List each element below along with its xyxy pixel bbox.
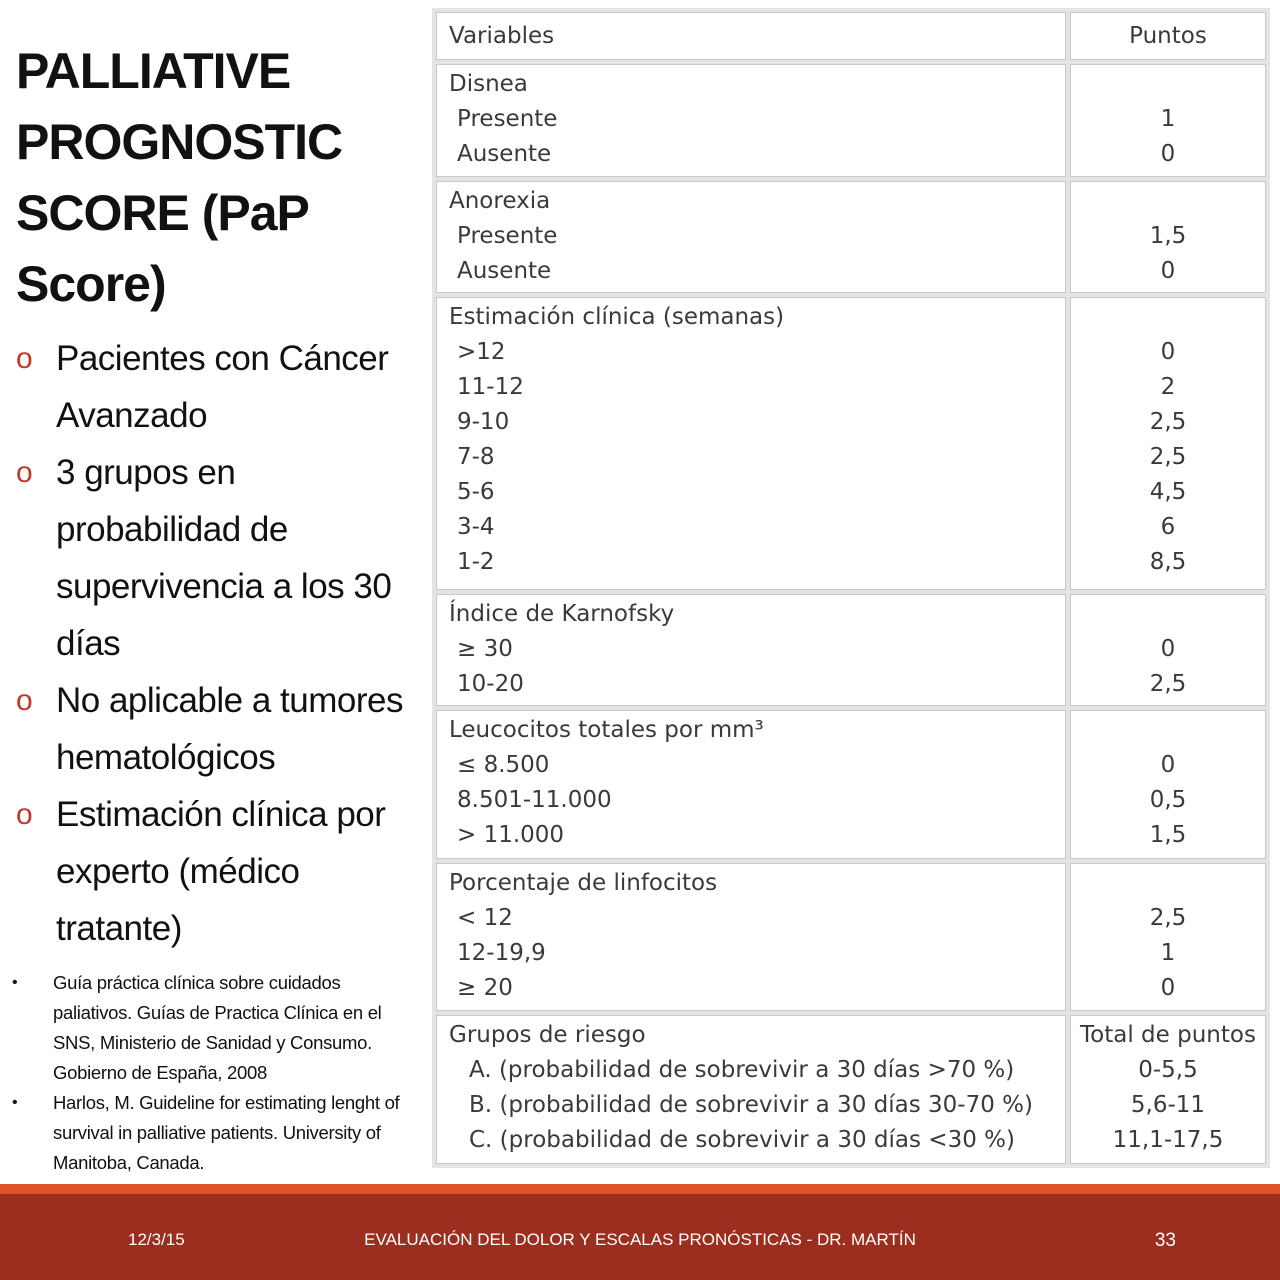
option-points: 8,5	[1149, 549, 1187, 576]
option-label: ≤ 8.500	[457, 752, 550, 779]
option-label: ≥ 20	[457, 974, 513, 1001]
option-points: 2,5	[1149, 671, 1187, 698]
option-label: 5-6	[457, 479, 495, 506]
option-points: 1	[1160, 106, 1176, 133]
bullet-marker: o	[16, 342, 33, 375]
reference-item	[12, 1088, 422, 1178]
option-points: 0	[1160, 339, 1176, 366]
option-points: 0	[1160, 752, 1176, 779]
slide-title: PALLIATIVE PROGNOSTIC SCORE (PaP Score)	[16, 43, 343, 312]
section-variables-cell	[436, 710, 1066, 858]
footer-accent-line	[0, 1184, 1280, 1194]
section-points-cell	[1070, 181, 1266, 293]
bullet-item	[16, 330, 426, 444]
section-leucocitos	[436, 710, 1266, 858]
section-variables-cell	[436, 863, 1066, 1011]
footer-date: 12/3/15	[128, 1230, 185, 1249]
reference-list	[12, 968, 422, 1178]
section-variables-cell	[436, 181, 1066, 293]
option-points: 4,5	[1149, 479, 1187, 506]
bullet-text: 3 grupos en probabilidad de supervivencia a los 30 días	[56, 453, 392, 663]
option-label: 8.501-11.000	[457, 787, 612, 814]
section-anorexia	[436, 181, 1266, 293]
section-points-cell	[1070, 594, 1266, 706]
option-label: 12-19,9	[457, 939, 546, 966]
bullet-marker: o	[16, 684, 33, 717]
bullet-list	[16, 330, 426, 957]
option-label: 7-8	[457, 444, 495, 471]
option-points: 0,5	[1149, 787, 1187, 814]
reference-item	[12, 968, 422, 1088]
section-title: Leucocitos totales por mm³	[449, 717, 764, 744]
option-label: 10-20	[457, 671, 524, 698]
group-label: C. (probabilidad de sobrevivir a 30 días <30 %)	[469, 1127, 1015, 1154]
groups-total-label: Total de puntos	[1080, 1022, 1256, 1049]
header-puntos: Puntos	[1070, 12, 1266, 60]
reference-text: Harlos, M. Guideline for estimating lenght of survival in palliative patients. University of Manitoba, Canada.	[53, 1092, 400, 1173]
option-points: 0	[1160, 257, 1176, 284]
option-points: 2	[1160, 374, 1176, 401]
header-variables: Variables	[436, 12, 1066, 60]
groups-title: Grupos de riesgo	[449, 1022, 646, 1049]
section-linfocitos	[436, 863, 1266, 1011]
bullet-text: No aplicable a tumores hematológicos	[56, 681, 403, 777]
group-label: B. (probabilidad de sobrevivir a 30 días 30-70 %)	[469, 1092, 1033, 1119]
reference-text: Guía práctica clínica sobre cuidados paliativos. Guías de Practica Clínica en el SNS, Ministerio de Sanidad y Consumo. Gobierno de España, 2008	[53, 972, 382, 1083]
slide-footer	[0, 1194, 1280, 1280]
option-label: Ausente	[457, 257, 552, 284]
option-points: 6	[1160, 514, 1176, 541]
bullet-marker: o	[16, 798, 33, 831]
bullet-item	[16, 444, 426, 672]
option-label: ≥ 30	[457, 636, 513, 663]
option-label: >12	[457, 339, 506, 366]
option-label: Presente	[457, 222, 558, 249]
section-title: Disnea	[449, 71, 528, 98]
bullet-marker: o	[16, 456, 33, 489]
section-title: Porcentaje de linfocitos	[449, 869, 718, 896]
bullet-item	[16, 672, 426, 786]
option-points: 0	[1160, 974, 1176, 1001]
left-panel	[0, 0, 430, 1190]
option-points: 1	[1160, 939, 1176, 966]
option-points: 2,5	[1149, 904, 1187, 931]
groups-variables-cell	[436, 1015, 1066, 1164]
section-points-cell	[1070, 863, 1266, 1011]
group-label: A. (probabilidad de sobrevivir a 30 días >70 %)	[469, 1057, 1015, 1084]
section-karnofsky	[436, 594, 1266, 706]
pap-score-table	[432, 8, 1270, 1168]
section-variables-cell	[436, 594, 1066, 706]
section-points-cell	[1070, 710, 1266, 858]
option-points: 0	[1160, 636, 1176, 663]
option-label: > 11.000	[457, 822, 565, 849]
section-estimacion-clinica	[436, 297, 1266, 590]
option-points: 1,5	[1149, 822, 1187, 849]
option-label: 9-10	[457, 409, 510, 436]
section-title: Anorexia	[449, 187, 551, 214]
bullet-text: Pacientes con Cáncer Avanzado	[56, 339, 389, 435]
groups-points-cell	[1070, 1015, 1266, 1164]
group-points: 0-5,5	[1138, 1057, 1198, 1084]
bullet-text: Estimación clínica por experto (médico tratante)	[56, 795, 386, 948]
option-label: Ausente	[457, 141, 552, 168]
option-label: < 12	[457, 904, 513, 931]
section-variables-cell	[436, 64, 1066, 176]
option-points: 2,5	[1149, 409, 1187, 436]
section-variables-cell	[436, 297, 1066, 590]
section-points-cell	[1070, 297, 1266, 590]
section-title: Estimación clínica (semanas)	[449, 304, 785, 331]
reference-marker: •	[12, 1094, 18, 1111]
option-label: 3-4	[457, 514, 495, 541]
section-disnea	[436, 64, 1266, 176]
group-points: 11,1-17,5	[1112, 1127, 1224, 1154]
table-header-row	[436, 12, 1266, 60]
footer-text: EVALUACIÓN DEL DOLOR Y ESCALAS PRONÓSTICAS - DR. MARTÍN	[364, 1230, 916, 1249]
reference-marker: •	[12, 974, 18, 991]
option-label: 11-12	[457, 374, 524, 401]
option-label: 1-2	[457, 549, 495, 576]
page-number: 33	[1154, 1230, 1176, 1251]
section-title: Índice de Karnofsky	[449, 601, 675, 628]
option-points: 1,5	[1149, 222, 1187, 249]
group-points: 5,6-11	[1130, 1092, 1206, 1119]
option-points: 2,5	[1149, 444, 1187, 471]
bullet-item	[16, 786, 426, 957]
option-points: 0	[1160, 141, 1176, 168]
section-grupos-riesgo	[436, 1015, 1266, 1164]
option-label: Presente	[457, 106, 558, 133]
section-points-cell	[1070, 64, 1266, 176]
